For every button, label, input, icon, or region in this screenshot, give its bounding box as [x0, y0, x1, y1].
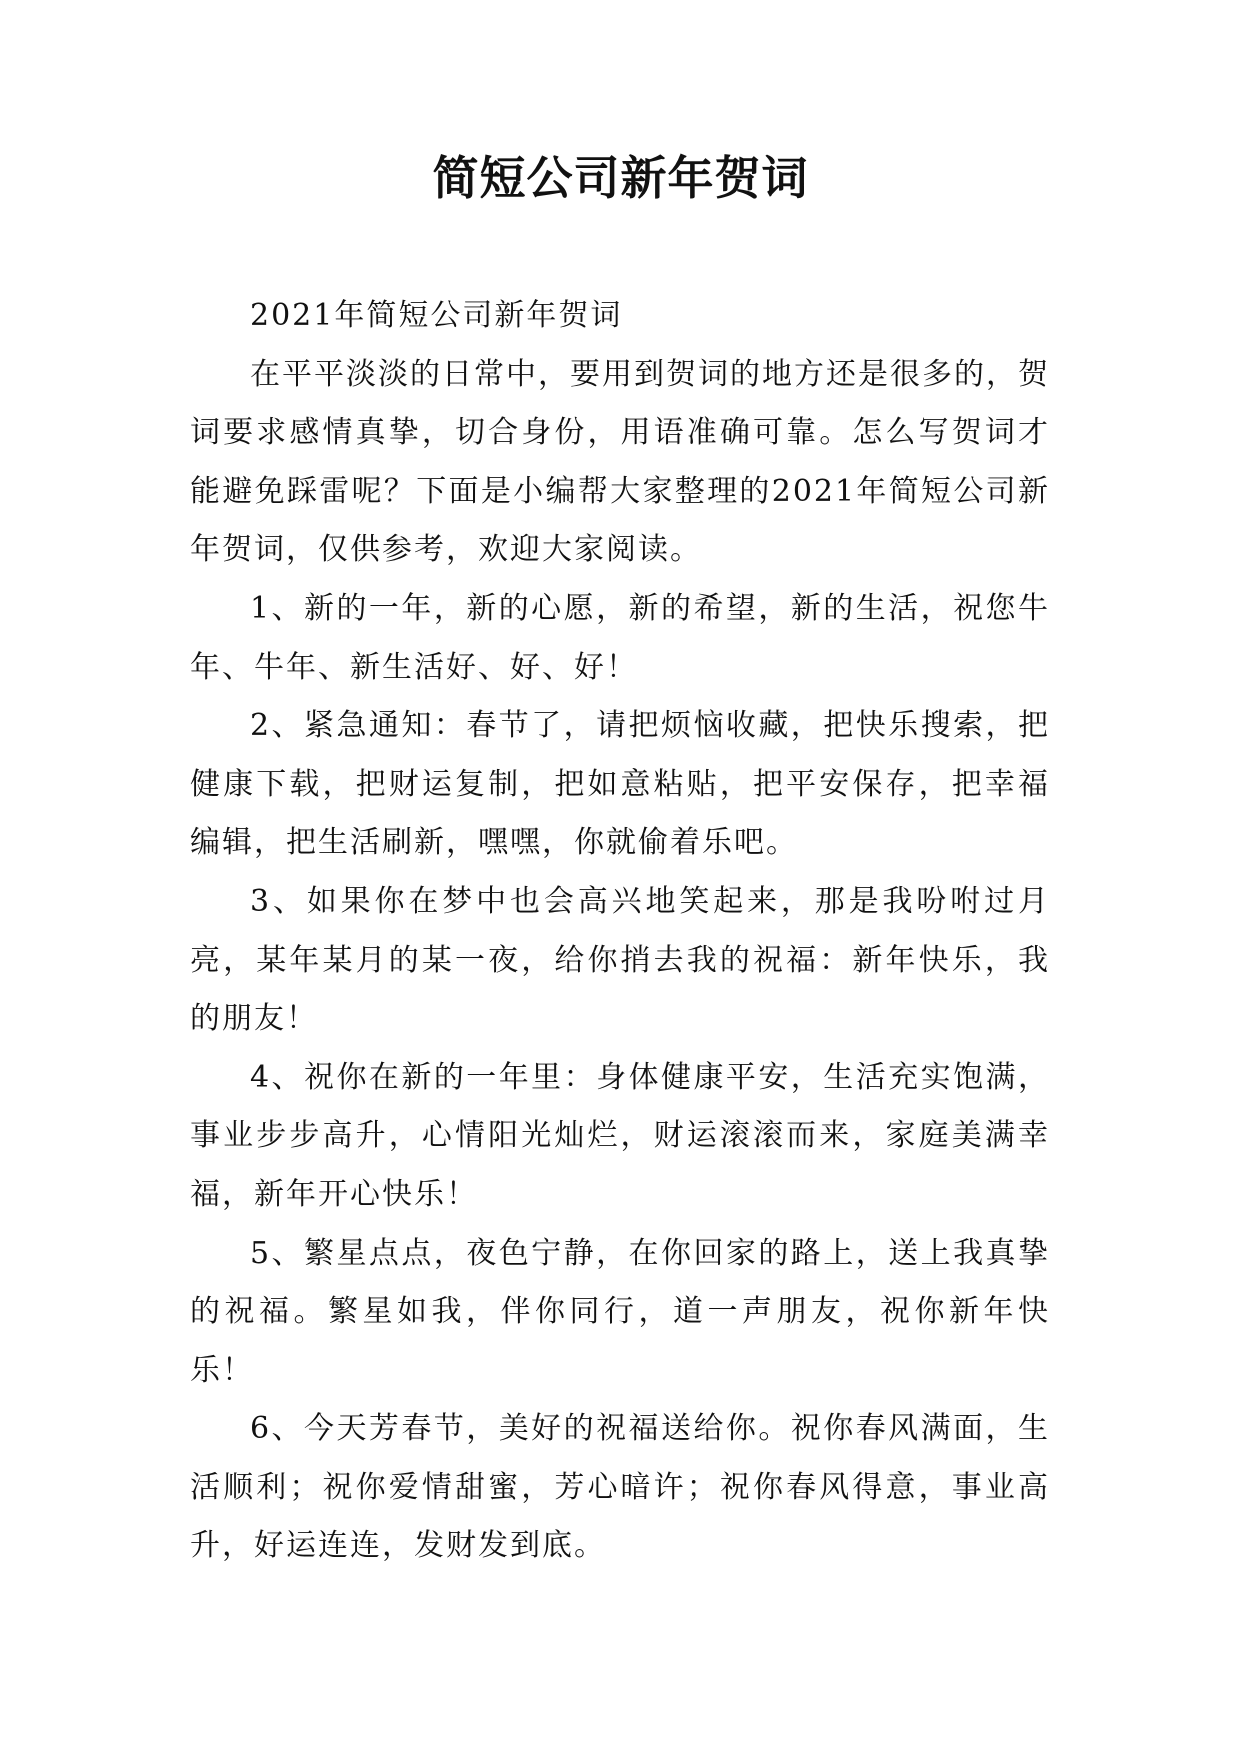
intro-paragraph: 在平平淡淡的日常中，要用到贺词的地方还是很多的，贺词要求感情真挚，切合身份，用语准确可靠。怎么写贺词才能避免踩雷呢？下面是小编帮大家整理的2021年简短公司新年贺词，仅供参考，欢迎大家阅读。 — [190, 356, 1050, 568]
greeting-paragraph-5: 5、繁星点点，夜色宁静，在你回家的路上，送上我真挚的祝福。繁星如我，伴你同行，道一声朋友，祝你新年快乐！ — [190, 1235, 1050, 1388]
greeting-paragraph-4: 4、祝你在新的一年里：身体健康平安，生活充实饱满，事业步步高升，心情阳光灿烂，财运滚滚而来，家庭美满幸福，新年开心快乐！ — [190, 1059, 1050, 1212]
greeting-paragraph-1: 1、新的一年，新的心愿，新的希望，新的生活，祝您牛年、牛年、新生活好、好、好！ — [190, 590, 1050, 685]
greeting-paragraph-6: 6、今天芳春节，美好的祝福送给你。祝你春风满面，生活顺利；祝你爱情甜蜜，芳心暗许；祝你春风得意，事业高升，好运连连，发财发到底。 — [190, 1411, 1050, 1564]
greeting-paragraph-3: 3、如果你在梦中也会高兴地笑起来，那是我吩咐过月亮，某年某月的某一夜，给你捎去我的祝福：新年快乐，我的朋友！ — [190, 883, 1050, 1037]
document-title: 简短公司新年贺词 — [432, 151, 809, 205]
greeting-paragraph-2: 2、紧急通知：春节了，请把烦恼收藏，把快乐搜索，把健康下载，把财运复制，把如意粘贴，把平安保存，把幸福编辑，把生活刷新，嘿嘿，你就偷着乐吧。 — [190, 708, 1050, 861]
subtitle-paragraph: 2021年简短公司新年贺词 — [250, 298, 623, 333]
document-body — [190, 287, 1050, 1576]
